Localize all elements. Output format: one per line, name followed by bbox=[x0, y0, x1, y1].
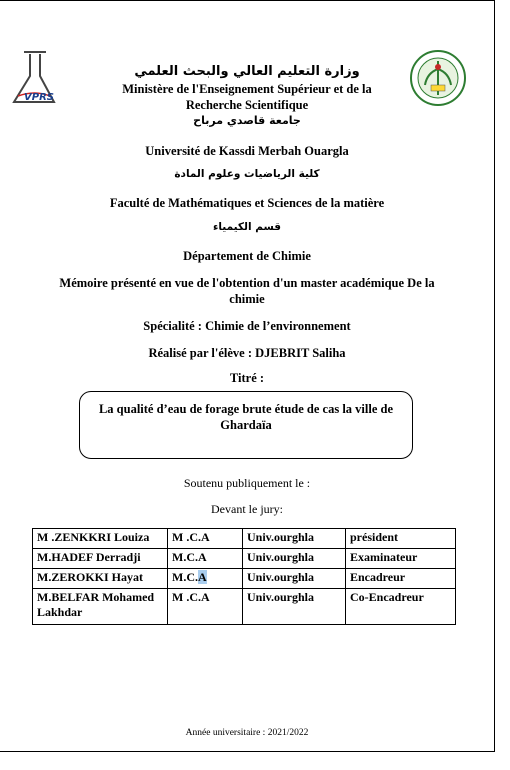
jury-university: Univ.ourghla bbox=[243, 589, 346, 625]
specialite: Spécialité : Chimie de l’environnement bbox=[143, 319, 351, 333]
jury-row bbox=[33, 589, 456, 625]
jury-name: M.HADEF Derradji bbox=[33, 549, 168, 569]
ministry-french-line2: Recherche Scientifique bbox=[185, 98, 309, 112]
jury-row bbox=[33, 549, 456, 569]
faculty-arabic: كلية الرياضيات وعلوم المادة bbox=[174, 168, 320, 180]
jury-name: M .ZENKKRI Louiza bbox=[33, 529, 168, 549]
thesis-title bbox=[80, 401, 412, 433]
thesis-title-box bbox=[79, 391, 413, 459]
jury-name: M.ZEROKKI Hayat bbox=[33, 569, 168, 589]
jury-role: Encadreur bbox=[346, 569, 456, 589]
page-border-top bbox=[0, 0, 494, 1]
ministry-french-line1: Ministère de l'Enseignement Supérieur et de la bbox=[122, 82, 372, 96]
thesis-title-line2: Ghardaïa bbox=[220, 418, 272, 432]
jury-grade: M .C.A bbox=[168, 529, 243, 549]
ministry-arabic: وزارة التعليم العالي والبحث العلمي bbox=[134, 64, 360, 79]
jury-table bbox=[32, 528, 456, 625]
soutenu-text: Soutenu publiquement le : bbox=[183, 476, 311, 490]
university-arabic: جامعة قاصدي مرباح bbox=[193, 114, 301, 127]
jury-university: Univ.ourghla bbox=[243, 569, 346, 589]
memoire-line2: chimie bbox=[229, 292, 265, 306]
titre-label: Titré : bbox=[229, 371, 265, 385]
university-name: Université de Kassdi Merbah Ouargla bbox=[145, 144, 349, 158]
jury-grade: M.C.A bbox=[168, 549, 243, 569]
memoire-line1: Mémoire présenté en vue de l'obtention d'un master académique De la bbox=[59, 276, 435, 290]
department-arabic: قسم الكيمياء bbox=[212, 221, 282, 233]
page-border-bottom bbox=[0, 751, 495, 752]
logo-left-text: VPRS bbox=[24, 92, 54, 103]
jury-role: président bbox=[346, 529, 456, 549]
jury-university: Univ.ourghla bbox=[243, 529, 346, 549]
jury-university: Univ.ourghla bbox=[243, 549, 346, 569]
jury-row bbox=[33, 529, 456, 549]
faculty-name: Faculté de Mathématiques et Sciences de la matière bbox=[109, 196, 385, 210]
annee-universitaire: Année universitaire : 2021/2022 bbox=[185, 728, 309, 738]
jury-grade: M .C.A bbox=[168, 589, 243, 625]
thesis-title-line1: La qualité d’eau de forage brute étude de cas la ville de bbox=[98, 402, 394, 416]
realise-par: Réalisé par l'élève : DJEBRIT Saliha bbox=[148, 346, 346, 360]
jury-grade bbox=[168, 569, 243, 589]
page-border-right bbox=[494, 0, 495, 752]
department-name: Département de Chimie bbox=[183, 249, 311, 263]
devant-jury-text: Devant le jury: bbox=[211, 502, 283, 516]
jury-row bbox=[33, 569, 456, 589]
jury-role: Co-Encadreur bbox=[346, 589, 456, 625]
jury-grade-text: M.C.A bbox=[172, 570, 207, 584]
jury-role: Examinateur bbox=[346, 549, 456, 569]
jury-name: M.BELFAR Mohamed Lakhdar bbox=[33, 589, 168, 625]
